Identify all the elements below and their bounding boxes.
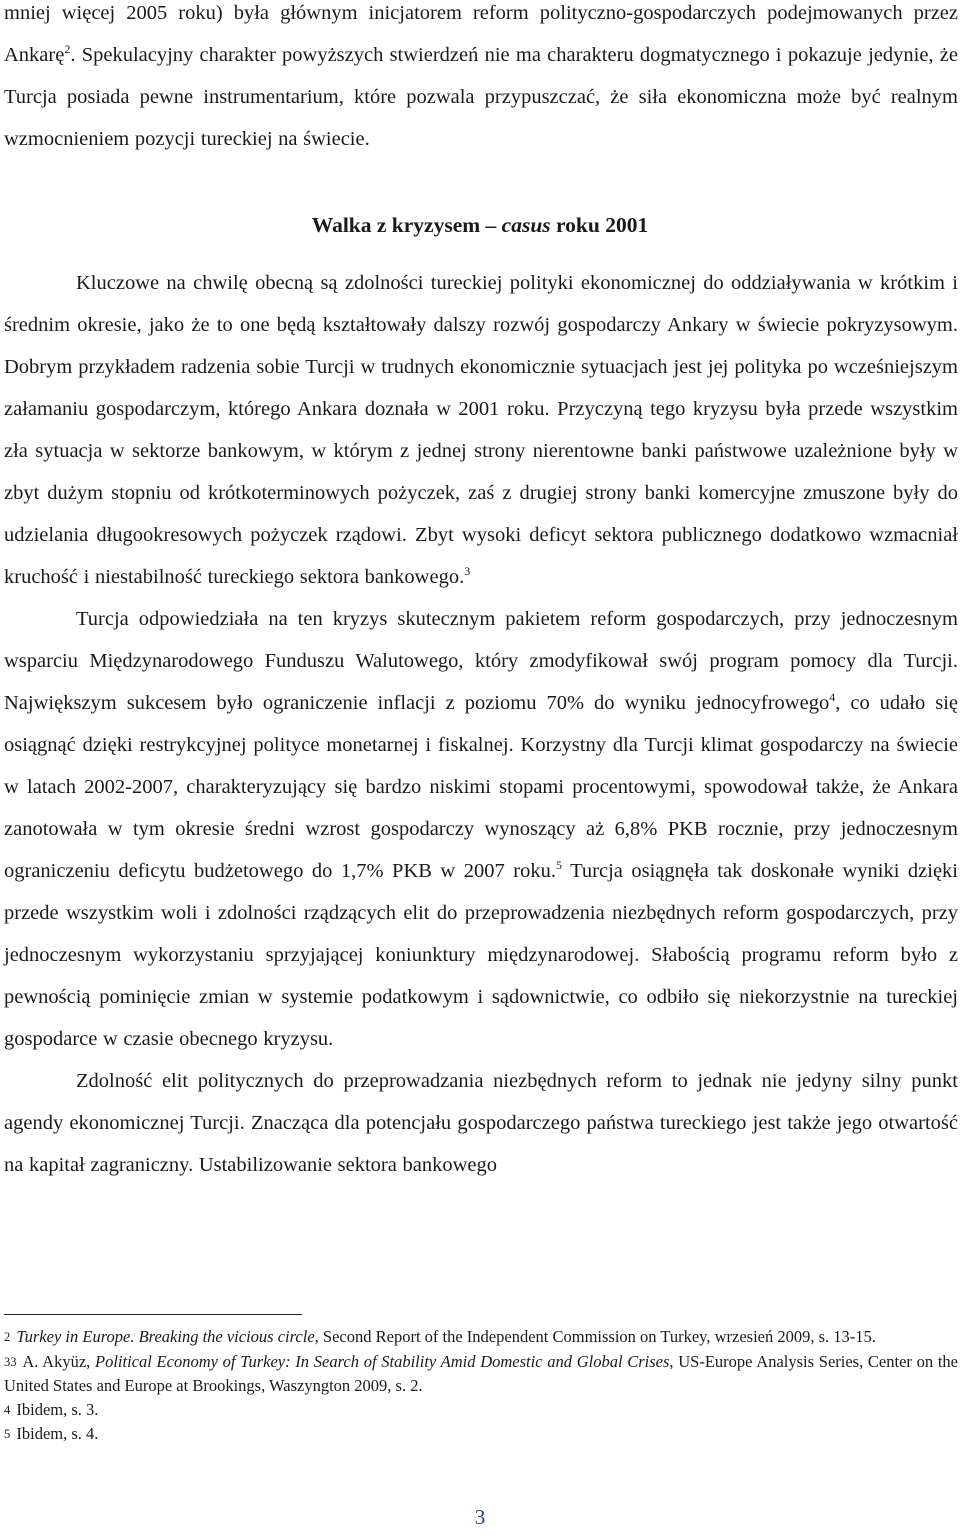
footnote-4-number: 4 [4, 1402, 11, 1417]
footnote-ref-3[interactable]: 3 [464, 564, 471, 578]
footnote-3-author: A. Akyüz, [22, 1351, 95, 1371]
footnote-ref-4[interactable]: 4 [829, 690, 836, 704]
footnote-5-number: 5 [4, 1427, 11, 1441]
paragraph-1-text: Kluczowe na chwilę obecną są zdolności tureckiej polityki ekonomicznej do oddziaływania w krótkim i średnim okresie, jako że to one będą kształtowały dalszy rozwój gospodarczy Ankary w świecie pokryzysowym. Dobrym przykładem radzenia sobie Turcji w trudnych ekonomicznie sytuacjach jest jej polityka po wcześniejszym załamaniu gospodarczym, którego Ankara doznała w 2001 roku. Przyczyną tego kryzysu była przede wszystkim zła sytuacja w sektorze bankowym, w którym z jednej strony nierentowne banki państwowe uzależnione były w zbyt dużym stopniu od krótkoterminowych pożyczek, zaś z drugiej strony banki komercyjne zmuszone były do udzielania długookresowych pożyczek rządowi. Zbyt wysoki deficyt sektora publicznego dodatkowo wzmacniał kruchość i niestabilność tureckiego sektora bankowego. [4, 272, 958, 588]
page-number: 3 [474, 1505, 486, 1529]
paragraph-3 [4, 1060, 958, 1186]
section-body [4, 262, 958, 1186]
heading-italic: casus [501, 213, 551, 237]
continued-paragraph [4, 0, 958, 160]
heading-part-1: Walka z kryzysem – [311, 213, 502, 237]
paragraph-2 [4, 598, 958, 1060]
footnote-ref-5[interactable]: 5 [555, 858, 562, 872]
intro-text-1: mniej więcej 2005 roku) była głównym inicjatorem reform polityczno-gospodarczych podejmowanych przez Ankarę [4, 2, 958, 66]
paragraph-2-text-a: Turcja odpowiedziała na ten kryzys skutecznym pakietem reform gospodarczych, przy jednoczesnym wsparciu Międzynarodowego Funduszu Walutowego, który zmodyfikował swój program pomocy dla Turcji. Największym sukcesem było ograniczenie inflacji z poziomu 70% do wyniku jednocyfrowego [4, 608, 958, 714]
intro-text-2: . Spekulacyjny charakter powyższych stwierdzeń nie ma charakteru dogmatycznego i pokazuje jedynie, że Turcja posiada pewne instrumentarium, które pozwala przypuszczać, że siła ekonomiczna może być realnym wzmocnieniem pozycji tureckiej na świecie. [4, 44, 958, 150]
paragraph-3-text: Zdolność elit politycznych do przeprowadzania niezbędnych reform to jednak nie jedyny silny punkt agendy ekonomicznej Turcji. Znacząca dla potencjału gospodarczego państwa tureckiego jest także jego otwartość na kapitał zagraniczny. Ustabilizowanie sektora bankowego [4, 1070, 958, 1176]
heading-part-2: roku 2001 [550, 213, 649, 237]
footnote-2-text: , Second Report of the Independent Commission on Turkey, wrzesień 2009, s. 13-15. [314, 1327, 876, 1346]
footnote-5-text: Ibidem, s. 4. [16, 1424, 99, 1443]
footnote-separator [4, 1314, 302, 1315]
paragraph-2-text-b: , co udało się osiągnąć dzięki restrykcyjnej polityce monetarnej i fiskalnej. Korzystny dla Turcji klimat gospodarczy na świecie w latach 2002-2007, charakteryzujący się bardzo niskimi stopami procentowymi, spowodował także, że Ankara zanotowała w tym okresie średni wzrost gospodarczy wynoszący aż 6,8% PKB rocznie, przy jednoczesnym ograniczeniu deficytu budżetowego do 1,7% PKB w 2007 roku. [4, 692, 958, 882]
paragraph-1 [4, 262, 958, 598]
footnote-2-title: Turkey in Europe. Breaking the vicious circle [16, 1327, 315, 1346]
section-heading [0, 205, 960, 245]
footnote-2-number: 2 [4, 1330, 11, 1344]
footnote-3-text: , US-Europe Analysis Series, Center on the United States and Europe at Brookings, Waszyngton 2009, s. 2. [4, 1351, 958, 1395]
paragraph-2-text-c: Turcja osiągnęła tak doskonałe wyniki dzięki przede wszystkim woli i zdolności rządzących elit do przeprowadzenia niezbędnych reform gospodarczych, przy jednoczesnym wykorzystaniu sprzyjającej koniunktury międzynarodowej. Słabością programu reform było z pewnością pominięcie zmian w systemie podatkowym i sądownictwie, co odbiło się niekorzystnie na tureckiej gospodarce w czasie obecnego kryzysu. [4, 860, 958, 1050]
footnote-3-title: Political Economy of Turkey: In Search of Stability Amid Domestic and Global Crises [95, 1351, 670, 1371]
footnote-4-text: Ibidem, s. 3. [16, 1399, 99, 1419]
footnote-2 [4, 1325, 958, 1350]
footnote-3-number: 33 [4, 1354, 17, 1369]
footnote-3 [4, 1350, 958, 1398]
footnotes [4, 1325, 958, 1447]
footnote-ref-2[interactable]: 2 [64, 42, 71, 56]
footnote-5 [4, 1422, 958, 1447]
footnote-4 [4, 1398, 958, 1423]
